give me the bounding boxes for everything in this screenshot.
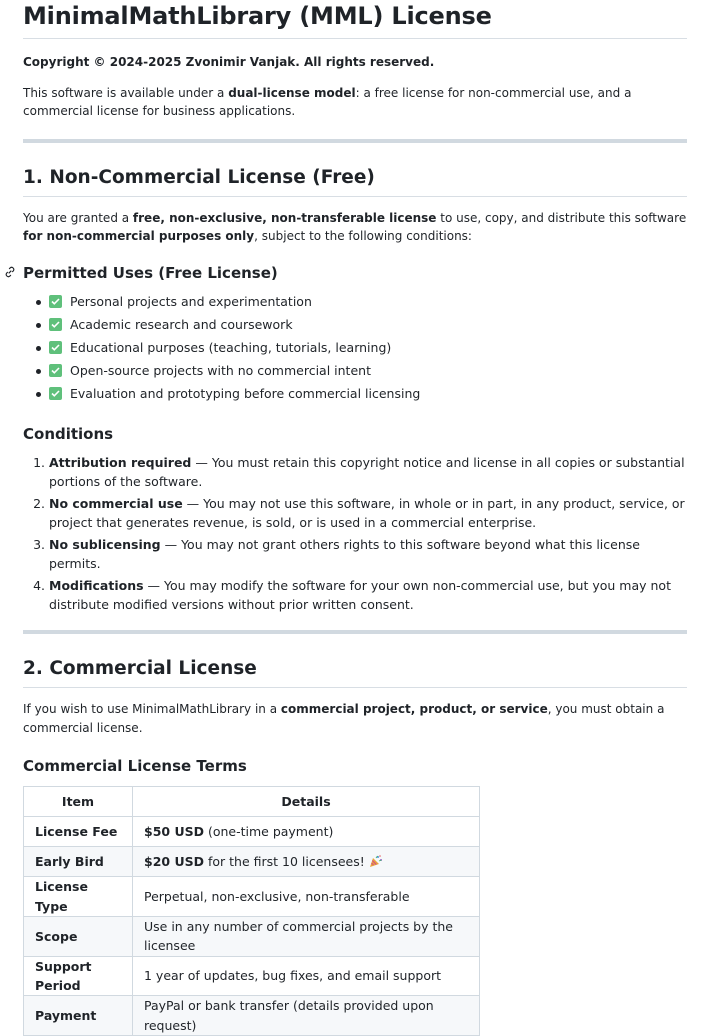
cell-item: Payment [24,996,133,1036]
check-mark-icon [49,295,62,308]
check-mark-icon [49,387,62,400]
para-bold: free, non-exclusive, non-transferable license [132,210,437,225]
para-bold: commercial project, product, or service [280,701,548,716]
intro-text-end: : a free license for non-commercial use, and a commercial license for business applications. [23,85,632,119]
intro-paragraph [23,84,687,121]
para-text: , you must obtain a commercial license. [23,701,665,735]
cell-text: for the first 10 licensees! [203,853,365,869]
cell-item: License Type [24,877,133,917]
cell-details: Perpetual, non-exclusive, non-transferable [133,877,480,917]
para-bold: for non-commercial purposes only [23,229,255,244]
condition-item [49,453,687,491]
cell-item: Early Bird [24,847,133,877]
list-item-text: Evaluation and prototyping before commercial licensing [70,385,421,401]
condition-title: No commercial use [49,495,183,511]
list-item [36,292,687,315]
list-item [36,315,687,338]
cell-item: License Fee [24,817,133,847]
condition-text: — You must retain this copyright notice and license in all copies or substantial portions of the software. [49,454,685,489]
table-row [24,956,480,996]
cell-details: Use in any number of commercial projects by the licensee [133,916,480,956]
condition-title: Attribution required [49,454,192,470]
column-header-details: Details [133,787,480,817]
para-text: to use, copy, and distribute this software [436,210,687,225]
table-row [24,847,480,877]
permitted-uses-list [23,292,687,407]
list-item-text: Personal projects and experimentation [70,293,312,309]
copyright-notice: Copyright © 2024-2025 Zvonimir Vanjak. All rights reserved. [23,55,435,69]
intro-bold: dual-license model [228,85,356,100]
cell-details: PayPal or bank transfer (details provided upon request) [133,996,480,1036]
cell-details [133,817,480,847]
commercial-terms-heading: Commercial License Terms [23,757,247,776]
table-header-row [24,787,480,817]
list-item-text: Educational purposes (teaching, tutorials, learning) [70,339,392,355]
condition-text: — You may modify the software for your own non-commercial use, but you may not distribute modified versions without prior written consent. [49,577,671,612]
column-header-item: Item [24,787,133,817]
condition-text: — You may not use this software, in whole or in part, in any product, service, or project that generates revenue, is sold, or is used in a commercial enterprise. [49,495,685,530]
cell-bold: $50 USD [144,823,204,839]
condition-item [49,576,687,614]
section-divider [23,630,687,634]
non-commercial-paragraph [23,209,687,246]
section-divider [23,139,687,143]
check-mark-icon [49,341,62,354]
check-mark-icon [49,318,62,331]
para-text: , subject to the following conditions: [254,229,472,244]
list-item [36,338,687,361]
table-row [24,877,480,917]
list-item-text: Open-source projects with no commercial intent [70,362,371,378]
cell-item: Scope [24,916,133,956]
condition-item [49,494,687,532]
section-heading-non-commercial: 1. Non-Commercial License (Free) [23,165,687,197]
conditions-heading: Conditions [23,424,114,443]
permitted-uses-heading [23,262,687,284]
cell-text: (one-time payment) [203,823,334,839]
list-item-text: Academic research and coursework [70,316,293,332]
commercial-terms-table [23,786,480,1036]
intro-text: This software is available under a [23,85,229,100]
para-text: If you wish to use MinimalMathLibrary in a [23,701,281,716]
list-item [36,384,687,407]
conditions-list [23,453,687,614]
table-row [24,817,480,847]
cell-item: Support Period [24,956,133,996]
para-text: You are granted a [23,210,133,225]
table-row [24,916,480,956]
page-title: MinimalMathLibrary (MML) License [23,0,687,39]
link-icon[interactable] [3,263,19,279]
condition-title: Modifications [49,577,144,593]
cell-bold: $20 USD [144,853,204,869]
commercial-paragraph [23,700,687,737]
list-item [36,361,687,384]
condition-title: No sublicensing [49,536,161,552]
cell-details [133,847,480,877]
party-popper-icon [369,854,383,868]
condition-item [49,535,687,573]
condition-text: — You may not grant others rights to this software beyond what this license permits. [49,536,640,571]
section-heading-commercial: 2. Commercial License [23,656,687,688]
table-row [24,996,480,1036]
permitted-uses-title: Permitted Uses (Free License) [23,263,278,282]
cell-details: 1 year of updates, bug fixes, and email support [133,956,480,996]
check-mark-icon [49,364,62,377]
